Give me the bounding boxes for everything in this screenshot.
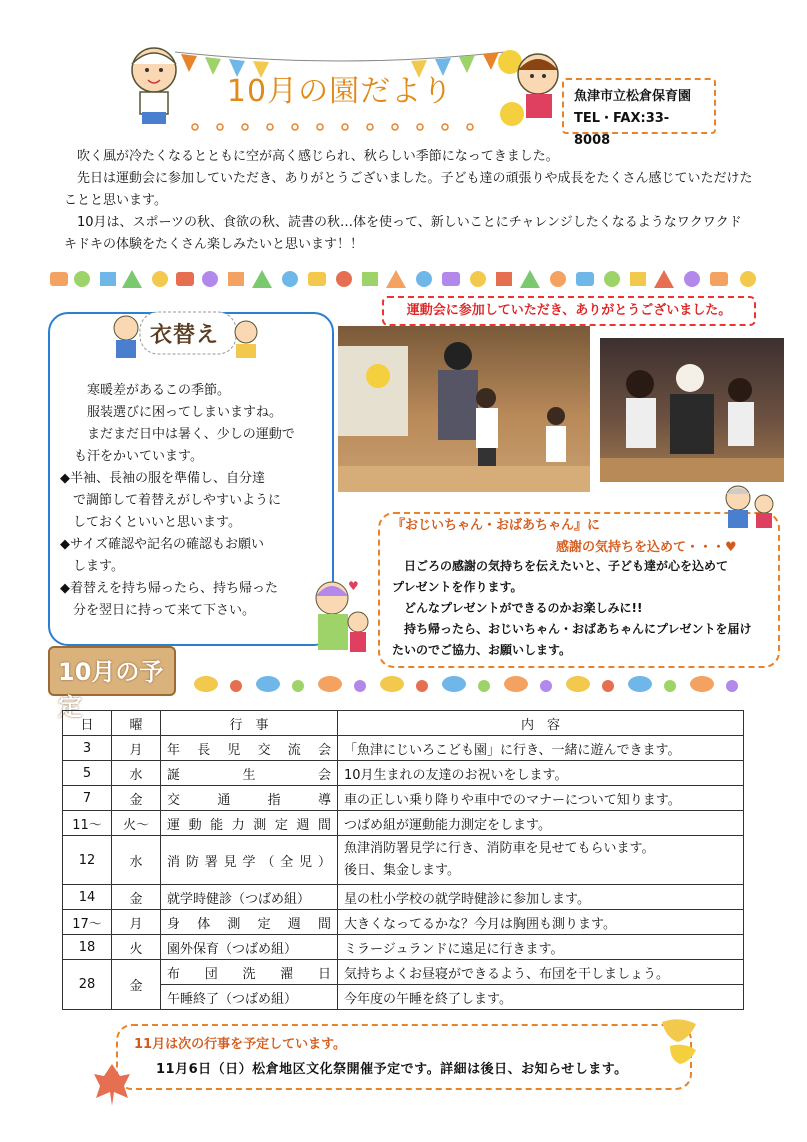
koromogae-line: 服装選びに困ってしまいますね。: [74, 405, 283, 420]
weekday-cell: 火～: [112, 811, 161, 836]
schedule-sign-text: 10月の予定: [58, 658, 164, 721]
koromogae-line: ◆半袖、長袖の服を準備し、自分達: [60, 471, 265, 486]
koromogae-line: ◆サイズ確認や記名の確認もお願い: [60, 537, 264, 552]
table-row: [63, 960, 744, 985]
grandparent-icon: [308, 576, 374, 660]
schedule-sign: [48, 646, 176, 721]
weekday-cell: 金: [112, 960, 161, 1010]
koromogae-line: 寒暖差があるこの季節。: [74, 383, 231, 398]
event-cell: 就学時健診（つばめ組）: [161, 885, 338, 910]
koromogae-line: します。: [60, 559, 124, 574]
table-row: [63, 935, 744, 960]
column-header: 内 容: [338, 711, 744, 736]
koromogae-line: しておくといいと思います。: [60, 515, 241, 530]
svg-text:♥: ♥: [348, 579, 359, 593]
koromogae-line: まだまだ日中は暑く、少しの運動で: [74, 427, 295, 442]
table-row: [63, 736, 744, 761]
day-cell: 28: [63, 960, 112, 1010]
day-cell: 18: [63, 935, 112, 960]
detail-line: 後日、集金します。: [344, 863, 460, 878]
detail-cell: 大きくなってるかな？今月は胸囲も測ります。: [338, 910, 744, 935]
grandparent-icon: [720, 482, 780, 530]
sports-day-photo: [338, 326, 590, 492]
grandparents-heading: 『おじいちゃん・おばあちゃん』に: [392, 518, 601, 533]
weekday-cell: 月: [112, 910, 161, 935]
event-cell: 消防署見学（全児）: [161, 836, 338, 885]
weekday-cell: 金: [112, 885, 161, 910]
column-header: 日: [63, 711, 112, 736]
event-cell: 交通指導: [161, 786, 338, 811]
grandparents-text: [392, 556, 762, 661]
weekday-cell: 火: [112, 935, 161, 960]
koromogae-title: 衣替え: [150, 323, 220, 348]
school-name: 魚津市立松倉保育園: [574, 89, 692, 104]
detail-line: 魚津消防署見学に行き、消防車を見せてもらいます。: [344, 841, 655, 856]
table-row: [63, 761, 744, 786]
detail-cell: 今年度の午睡を終了します。: [338, 985, 744, 1010]
detail-cell: 車の正しい乗り降りや車中でのマナーについて知ります。: [338, 786, 744, 811]
school-info-box: [562, 78, 716, 148]
event-cell: 年長児交流会: [161, 736, 338, 761]
day-cell: 7: [63, 786, 112, 811]
event-cell: 誕生会: [161, 761, 338, 786]
grandparents-line: どんなプレゼントができるのかお楽しみに!!: [392, 601, 643, 615]
tel-fax: TEL・FAX:33-8008: [574, 111, 670, 148]
cheerleader-icon: [496, 44, 568, 134]
column-header: 曜: [112, 711, 161, 736]
event-cell: 運動能力測定週間: [161, 811, 338, 836]
table-row: [63, 885, 744, 910]
event-cell: 布団洗濯日: [161, 960, 338, 985]
koromogae-line: も汗をかいています。: [74, 449, 203, 464]
grandparents-line: 日ごろの感謝の気持ちを伝えたいと、子ども達が心を込めて: [392, 559, 729, 573]
day-cell: 14: [63, 885, 112, 910]
grandparents-line: プレゼントを作ります。: [392, 580, 523, 594]
page-title: 10月の園だより: [226, 74, 454, 109]
day-cell: 3: [63, 736, 112, 761]
child-icon: [118, 40, 190, 132]
november-heading: 11月は次の行事を予定しています。: [134, 1037, 347, 1052]
weekday-cell: 金: [112, 786, 161, 811]
grandparents-heading: 感謝の気持ちを込めて・・・♥: [556, 540, 737, 555]
detail-cell: 10月生まれの友達のお祝いをします。: [338, 761, 744, 786]
detail-cell: [338, 836, 744, 885]
table-header-row: [63, 711, 744, 736]
detail-cell: ミラージュランドに遠足に行きます。: [338, 935, 744, 960]
detail-cell: 星の杜小学校の就学時健診に参加します。: [338, 885, 744, 910]
grandparents-line: 持ち帰ったら、おじいちゃん・おばあちゃんにプレゼントを届け: [392, 622, 752, 636]
schedule-table: [62, 710, 744, 1010]
dots-decoration: [190, 122, 490, 132]
event-cell: 園外保育（つばめ組）: [161, 935, 338, 960]
koromogae-line: ◆着替えを持ち帰ったら、持ち帰った: [60, 581, 278, 596]
day-cell: 12: [63, 836, 112, 885]
table-row: [63, 811, 744, 836]
day-cell: 17～: [63, 910, 112, 935]
intro-text: [64, 146, 754, 256]
weekday-cell: 水: [112, 836, 161, 885]
day-cell: 5: [63, 761, 112, 786]
table-row: [63, 836, 744, 885]
event-cell: 身体測定週間: [161, 910, 338, 935]
koromogae-line: で調節して着替えがしやすいように: [60, 493, 282, 508]
intro-paragraph: 10月は、スポーツの秋、食欲の秋、読書の秋…体を使って、新しいことにチャレンジしたくなるようなワクワクドキドキの体験をたくさん楽しみたいと思います！！: [64, 215, 742, 252]
koromogae-text: [60, 380, 330, 622]
weekday-cell: 月: [112, 736, 161, 761]
table-row: [63, 985, 744, 1010]
sports-day-banner: 運動会に参加していただき、ありがとうございました。: [382, 296, 756, 326]
event-cell: 午睡終了（つばめ組）: [161, 985, 338, 1010]
column-header: 行 事: [161, 711, 338, 736]
table-row: [63, 786, 744, 811]
table-row: [63, 910, 744, 935]
intro-paragraph: 吹く風が冷たくなるとともに空が高く感じられ、秋らしい季節になってきました。: [77, 149, 559, 164]
intro-paragraph: 先日は運動会に参加していただき、ありがとうございました。子ども達の頑張りや成長をたくさん感じていただけたことと思います。: [64, 171, 753, 208]
koromogae-line: 分を翌日に持って来て下さい。: [60, 603, 256, 618]
weekday-cell: 水: [112, 761, 161, 786]
detail-cell: 「魚津にじいろこども園」に行き、一緒に遊んできます。: [338, 736, 744, 761]
ginkgo-leaf-icon: [656, 1016, 702, 1072]
day-cell: 11～: [63, 811, 112, 836]
autumn-leaf-icon: [92, 1060, 132, 1110]
grandparents-line: たいのでご協力、お願いします。: [392, 643, 572, 657]
detail-cell: つばめ組が運動能力測定をします。: [338, 811, 744, 836]
decorative-icon-row: [48, 268, 760, 290]
detail-cell: 気持ちよくお昼寝ができるよう、布団を干しましょう。: [338, 960, 744, 985]
sports-day-photo: [600, 338, 784, 482]
bird-icon-row: [186, 668, 746, 698]
november-text: 11月6日（日）松倉地区文化祭開催予定です。詳細は後日、お知らせします。: [156, 1062, 628, 1077]
